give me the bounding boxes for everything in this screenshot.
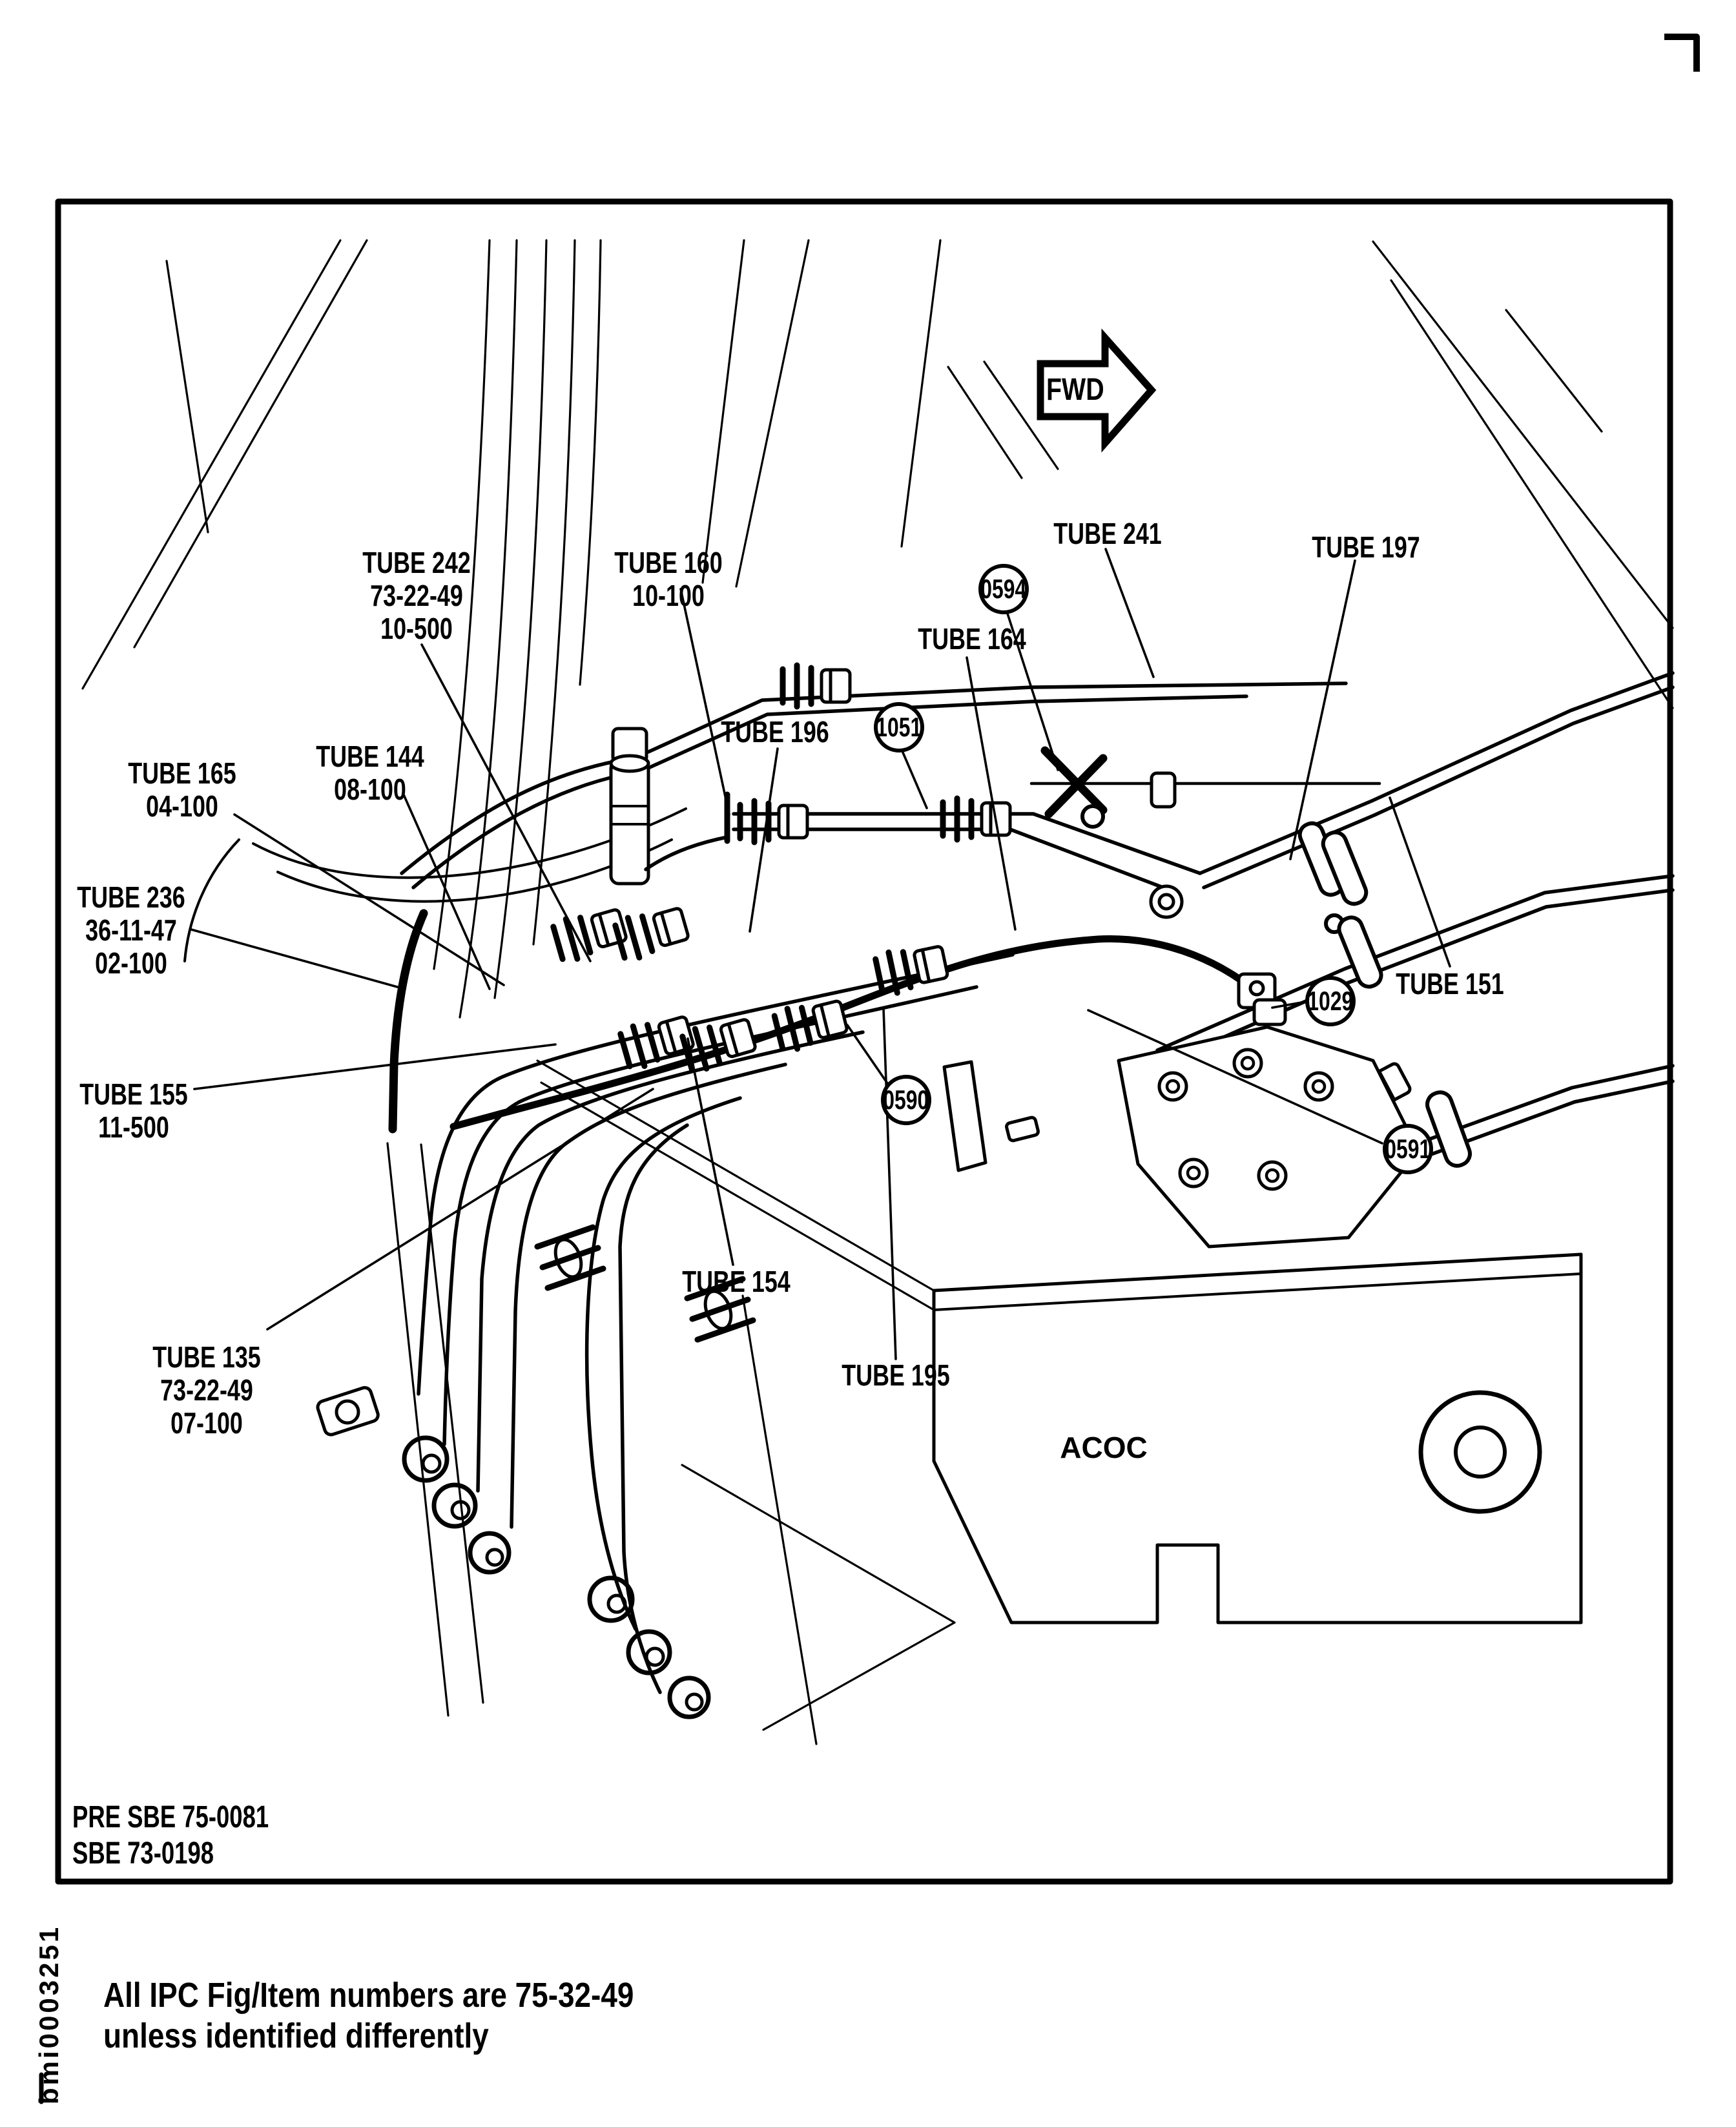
rod-end-block bbox=[1152, 773, 1175, 807]
strip-bracket bbox=[944, 1062, 986, 1170]
label-tube-151: TUBE 151 bbox=[1396, 967, 1504, 1001]
label-tube-195: TUBE 195 bbox=[842, 1358, 950, 1392]
label-tube-154: TUBE 154 bbox=[682, 1265, 790, 1298]
clip-tab bbox=[1006, 1117, 1038, 1141]
figure-border bbox=[41, 37, 1697, 2102]
label-acoc: ACOC bbox=[1060, 1431, 1148, 1464]
effectivity-line-2: SBE 73-0198 bbox=[72, 1836, 214, 1871]
tube-236-run bbox=[393, 913, 424, 1129]
callout-1029: 1029 bbox=[1305, 976, 1356, 1026]
label-tube-160: TUBE 160 10-100 bbox=[614, 546, 723, 612]
callout-0594: 0594 bbox=[978, 564, 1029, 614]
tube-end-hooks bbox=[404, 1438, 708, 1717]
label-tube-144: TUBE 144 08-100 bbox=[316, 740, 424, 806]
elbow-fitting bbox=[1239, 974, 1285, 1024]
tube-lines bbox=[402, 673, 1673, 1692]
label-tube-236: TUBE 236 36-11-47 02-100 bbox=[77, 880, 185, 980]
label-tube-196: TUBE 196 bbox=[721, 715, 829, 749]
label-tube-135: TUBE 135 73-22-49 07-100 bbox=[152, 1340, 261, 1440]
cylinder-union bbox=[611, 729, 648, 884]
ipc-note-line-1: All IPC Fig/Item numbers are 75-32-49 bbox=[103, 1976, 634, 2015]
ipc-note bbox=[103, 1975, 634, 2057]
image-code: bmi0003251 bbox=[34, 1924, 64, 2104]
label-tube-241: TUBE 241 bbox=[1053, 517, 1162, 550]
acoc-pump-circle bbox=[1421, 1393, 1540, 1511]
corner-registration-mark bbox=[1668, 37, 1697, 68]
bracket-with-hole bbox=[316, 1386, 379, 1437]
label-tube-165: TUBE 165 04-100 bbox=[128, 756, 236, 823]
effectivity-line-1: PRE SBE 75-0081 bbox=[72, 1800, 269, 1834]
label-tube-155: TUBE 155 11-500 bbox=[79, 1077, 188, 1144]
effectivity-block bbox=[72, 1800, 269, 1872]
crossed-clamp bbox=[1045, 751, 1103, 827]
callout-0591: 0591 bbox=[1383, 1124, 1433, 1174]
tube-197-run bbox=[1200, 673, 1673, 873]
bolt-plate bbox=[1119, 1027, 1418, 1247]
ipc-note-line-2: unless identified differently bbox=[103, 2017, 489, 2055]
fwd-label: FWD bbox=[1046, 373, 1104, 407]
label-tube-242: TUBE 242 73-22-49 10-500 bbox=[362, 546, 471, 645]
label-tube-197: TUBE 197 bbox=[1312, 530, 1420, 564]
callout-0590: 0590 bbox=[881, 1075, 931, 1125]
label-tube-164: TUBE 164 bbox=[918, 622, 1026, 656]
callout-1051: 1051 bbox=[874, 702, 924, 752]
